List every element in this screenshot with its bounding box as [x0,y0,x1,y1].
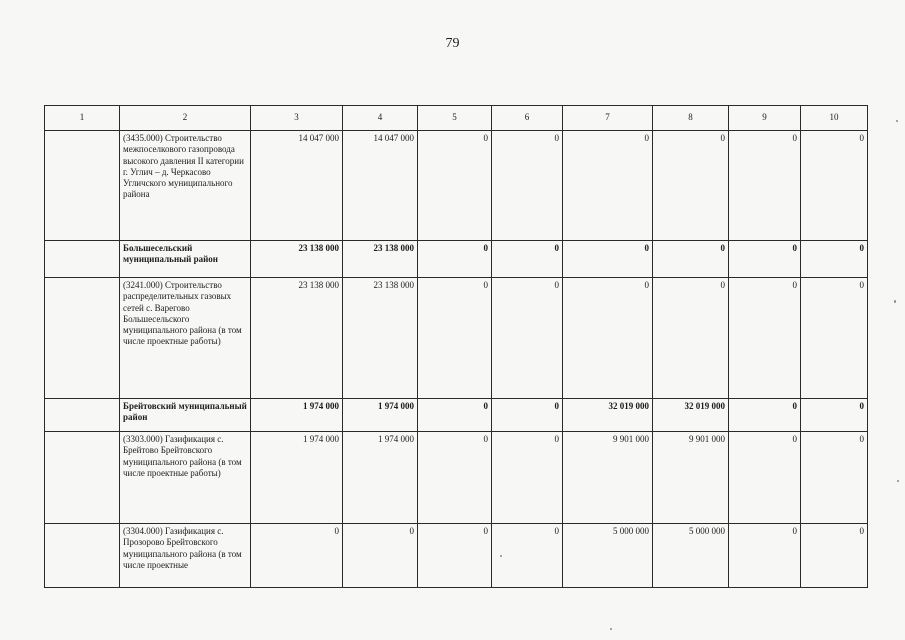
value-cell: 5 000 000 [563,524,653,588]
value-cell: 0 [801,524,868,588]
value-cell: 5 000 000 [653,524,729,588]
table-row [45,131,868,241]
row-index-cell [45,131,120,241]
value-cell: 0 [801,399,868,432]
value-cell: 0 [729,278,801,399]
value-cell: 1 974 000 [343,432,418,524]
column-header: 6 [492,106,563,131]
column-header: 2 [120,106,251,131]
budget-table [44,105,868,588]
value-cell: 0 [418,399,492,432]
table-row [45,241,868,278]
scan-speck [500,555,502,557]
scan-speck [610,628,612,630]
page-number: 79 [445,36,460,51]
column-header: 3 [251,106,343,131]
column-header: 4 [343,106,418,131]
row-index-cell [45,241,120,278]
value-cell: 0 [492,241,563,278]
column-header: 8 [653,106,729,131]
value-cell: 0 [251,524,343,588]
scan-speck [896,120,898,122]
value-cell: 0 [563,131,653,241]
value-cell: 9 901 000 [563,432,653,524]
value-cell: 9 901 000 [653,432,729,524]
value-cell: 0 [418,278,492,399]
row-index-cell [45,524,120,588]
row-description: Большесельский муниципальный район [120,241,251,278]
value-cell: 14 047 000 [343,131,418,241]
value-cell: 0 [343,524,418,588]
row-index-cell [45,399,120,432]
value-cell: 0 [492,131,563,241]
value-cell: 0 [653,131,729,241]
row-description: (3435.000) Строительство межпоселкового газопровода высокого давления II категории г. Углич – д. Черкасово Угличского муниципального района [120,131,251,241]
column-header: 1 [45,106,120,131]
value-cell: 1 974 000 [251,399,343,432]
value-cell: 0 [563,278,653,399]
column-number-row [45,106,868,131]
value-cell: 0 [801,432,868,524]
value-cell: 0 [729,524,801,588]
column-header: 9 [729,106,801,131]
value-cell: 0 [418,131,492,241]
value-cell: 0 [418,241,492,278]
value-cell: 0 [418,432,492,524]
value-cell: 23 138 000 [343,241,418,278]
value-cell: 23 138 000 [251,278,343,399]
row-index-cell [45,432,120,524]
row-index-cell [45,278,120,399]
table-row [45,524,868,588]
value-cell: 0 [801,131,868,241]
column-header: 7 [563,106,653,131]
scan-speck [897,480,899,482]
value-cell: 1 974 000 [343,399,418,432]
value-cell: 32 019 000 [563,399,653,432]
column-header: 10 [801,106,868,131]
row-description: (3304.000) Газификация с. Прозорово Брейтовского муниципального района (в том числе проектные [120,524,251,588]
value-cell: 0 [801,278,868,399]
value-cell: 0 [653,278,729,399]
value-cell: 0 [492,524,563,588]
value-cell: 0 [729,131,801,241]
value-cell: 32 019 000 [653,399,729,432]
value-cell: 0 [801,241,868,278]
value-cell: 23 138 000 [343,278,418,399]
row-description: (3303.000) Газификация с. Брейтово Брейтовского муниципального района (в том числе проектные работы) [120,432,251,524]
value-cell: 0 [492,278,563,399]
value-cell: 0 [729,241,801,278]
scan-speck [894,300,896,303]
value-cell: 23 138 000 [251,241,343,278]
value-cell: 0 [492,399,563,432]
value-cell: 0 [729,432,801,524]
table-row [45,399,868,432]
value-cell: 0 [653,241,729,278]
column-header: 5 [418,106,492,131]
value-cell: 0 [418,524,492,588]
value-cell: 0 [563,241,653,278]
table-row [45,278,868,399]
value-cell: 1 974 000 [251,432,343,524]
row-description: (3241.000) Строительство распределительных газовых сетей с. Варегово Большесельского муниципального района (в том числе проектные работы) [120,278,251,399]
row-description: Брейтовский муниципальный район [120,399,251,432]
value-cell: 0 [729,399,801,432]
value-cell: 14 047 000 [251,131,343,241]
value-cell: 0 [492,432,563,524]
table-row [45,432,868,524]
